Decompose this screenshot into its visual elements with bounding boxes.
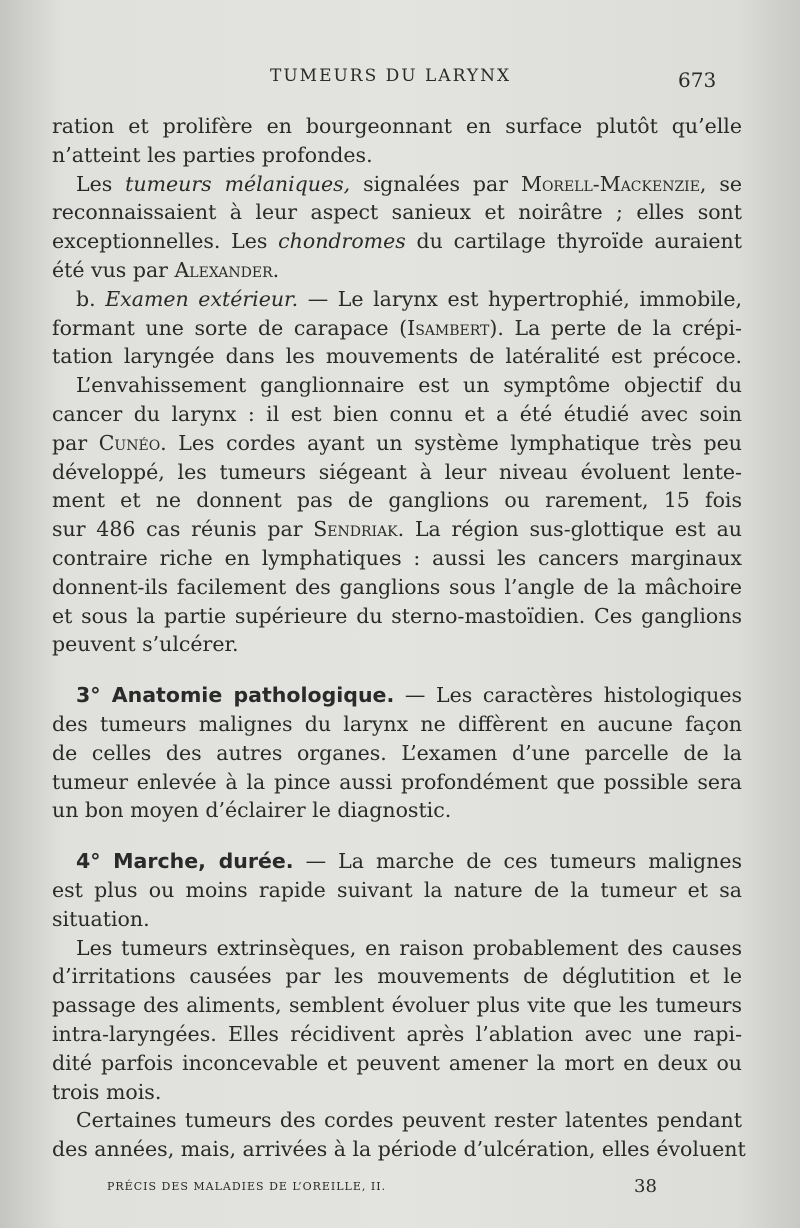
text-line: est plus ou moins rapide suivant la nature de la tumeur et sa [52,877,742,902]
text-line: cancer du larynx : il est bien connu et a été étudié avec soin [52,401,742,426]
text-line: intra-laryngées. Elles récidivent après l’ablation avec une rapi- [52,1021,742,1046]
text-line: reconnaissaient à leur aspect sanieux et noirâtre ; elles sont [52,200,742,225]
running-title: TUMEURS DU LARYNX [270,66,512,86]
italic-term: chondromes [278,229,406,254]
subsection-heading: Examen extérieur. [105,286,299,311]
text-run: par [52,430,99,455]
text-line [52,847,742,876]
section-heading: 3° Anatomie pathologique. [76,683,395,708]
text-line: contraire riche en lymphatiques : aussi les cancers marginaux [52,545,742,570]
text-run: se [706,171,742,196]
text-line: des années, mais, arrivées à la période d’ulcération, elles évoluent [52,1137,746,1162]
section-heading: 4° Marche, durée. [76,849,294,874]
text-line [52,429,742,458]
text-run: ). La perte de la crépi- [489,315,742,340]
text-line: dité parfois inconcevable et peuvent amener la mort en deux ou [52,1050,742,1075]
text-run: . Les cordes ayant un système lymphatique très peu [160,430,742,455]
section-gap [52,825,742,847]
italic-term: tumeurs mélaniques, [125,171,351,196]
book-title: PRÉCIS DES MALADIES DE L’OREILLE, II. [107,1180,387,1193]
text-line: tation laryngée dans les mouvements de latéralité est précoce. [52,344,742,369]
text-run: du cartilage thyroïde auraient [405,229,742,254]
text-line: développé, les tumeurs siégeant à leur niveau évoluent lente- [52,459,742,484]
text-line: peuvent s’ulcérer. [52,632,239,657]
text-line [52,681,742,710]
text-line: de celles des autres organes. L’examen d’une parcelle de la [52,740,742,765]
author-name: Sendriak [313,517,398,542]
text-line: Certaines tumeurs des cordes peuvent rester latentes pendant [76,1108,742,1133]
running-header [0,66,800,96]
author-name: Morell-Mackenzie, [520,171,707,196]
text-run: b. [76,286,106,311]
author-name: Alexander [174,257,273,282]
text-line: trois mois. [52,1079,162,1104]
text-run: — Le larynx est hypertrophié, immobile, [298,286,742,311]
text-run: signalées par [350,171,521,196]
text-line: situation. [52,906,150,931]
text-line [52,515,742,544]
text-line: passage des aliments, semblent évoluer plus vite que les tumeurs [52,993,742,1018]
signature-mark: 38 [634,1176,657,1197]
text-run: Les [76,171,126,196]
text-run: été vus par [52,257,175,282]
page-body [52,112,746,1164]
text-run: sur 486 cas réunis par [52,517,314,542]
text-line: n’atteint les parties profondes. [52,142,373,167]
text-line: tumeur enlevée à la pince aussi profondément que possible sera [52,769,742,794]
text-line: d’irritations causées par les mouvements de déglutition et le [52,964,742,989]
text-run: . [272,257,280,282]
text-line: un bon moyen d’éclairer le diagnostic. [52,798,452,823]
text-line: Les tumeurs extrinsèques, en raison probablement des causes [76,935,742,960]
text-run: — Les caractères histologiques [394,683,742,708]
text-line: donnent-ils facilement des ganglions sous l’angle de la mâchoire [52,574,742,599]
section-gap [52,659,742,681]
text-line [52,170,742,199]
text-run: . La région sus-glottique est au [397,517,742,542]
text-run: exceptionnelles. Les [52,229,279,254]
text-line: des tumeurs malignes du larynx ne diffèrent en aucune façon [52,711,742,736]
text-run: — La marche de ces tumeurs malignes [293,849,742,874]
text-line: ment et ne donnent pas de ganglions ou rarement, 15 fois [52,488,742,513]
author-name: Isambert [407,315,490,340]
text-line [52,314,742,343]
text-line [52,256,742,285]
text-line: L’envahissement ganglionnaire est un symptôme objectif du [76,373,742,398]
text-line [52,227,742,256]
text-line [52,285,742,314]
text-line: ration et prolifère en bourgeonnant en surface plutôt qu’elle [52,114,742,138]
text-run: formant une sorte de carapace ( [52,315,408,340]
text-line: et sous la partie supérieure du sterno-mastoïdien. Ces ganglions [52,603,742,628]
author-name: Cunéo [98,430,161,455]
page-number: 673 [678,68,717,92]
